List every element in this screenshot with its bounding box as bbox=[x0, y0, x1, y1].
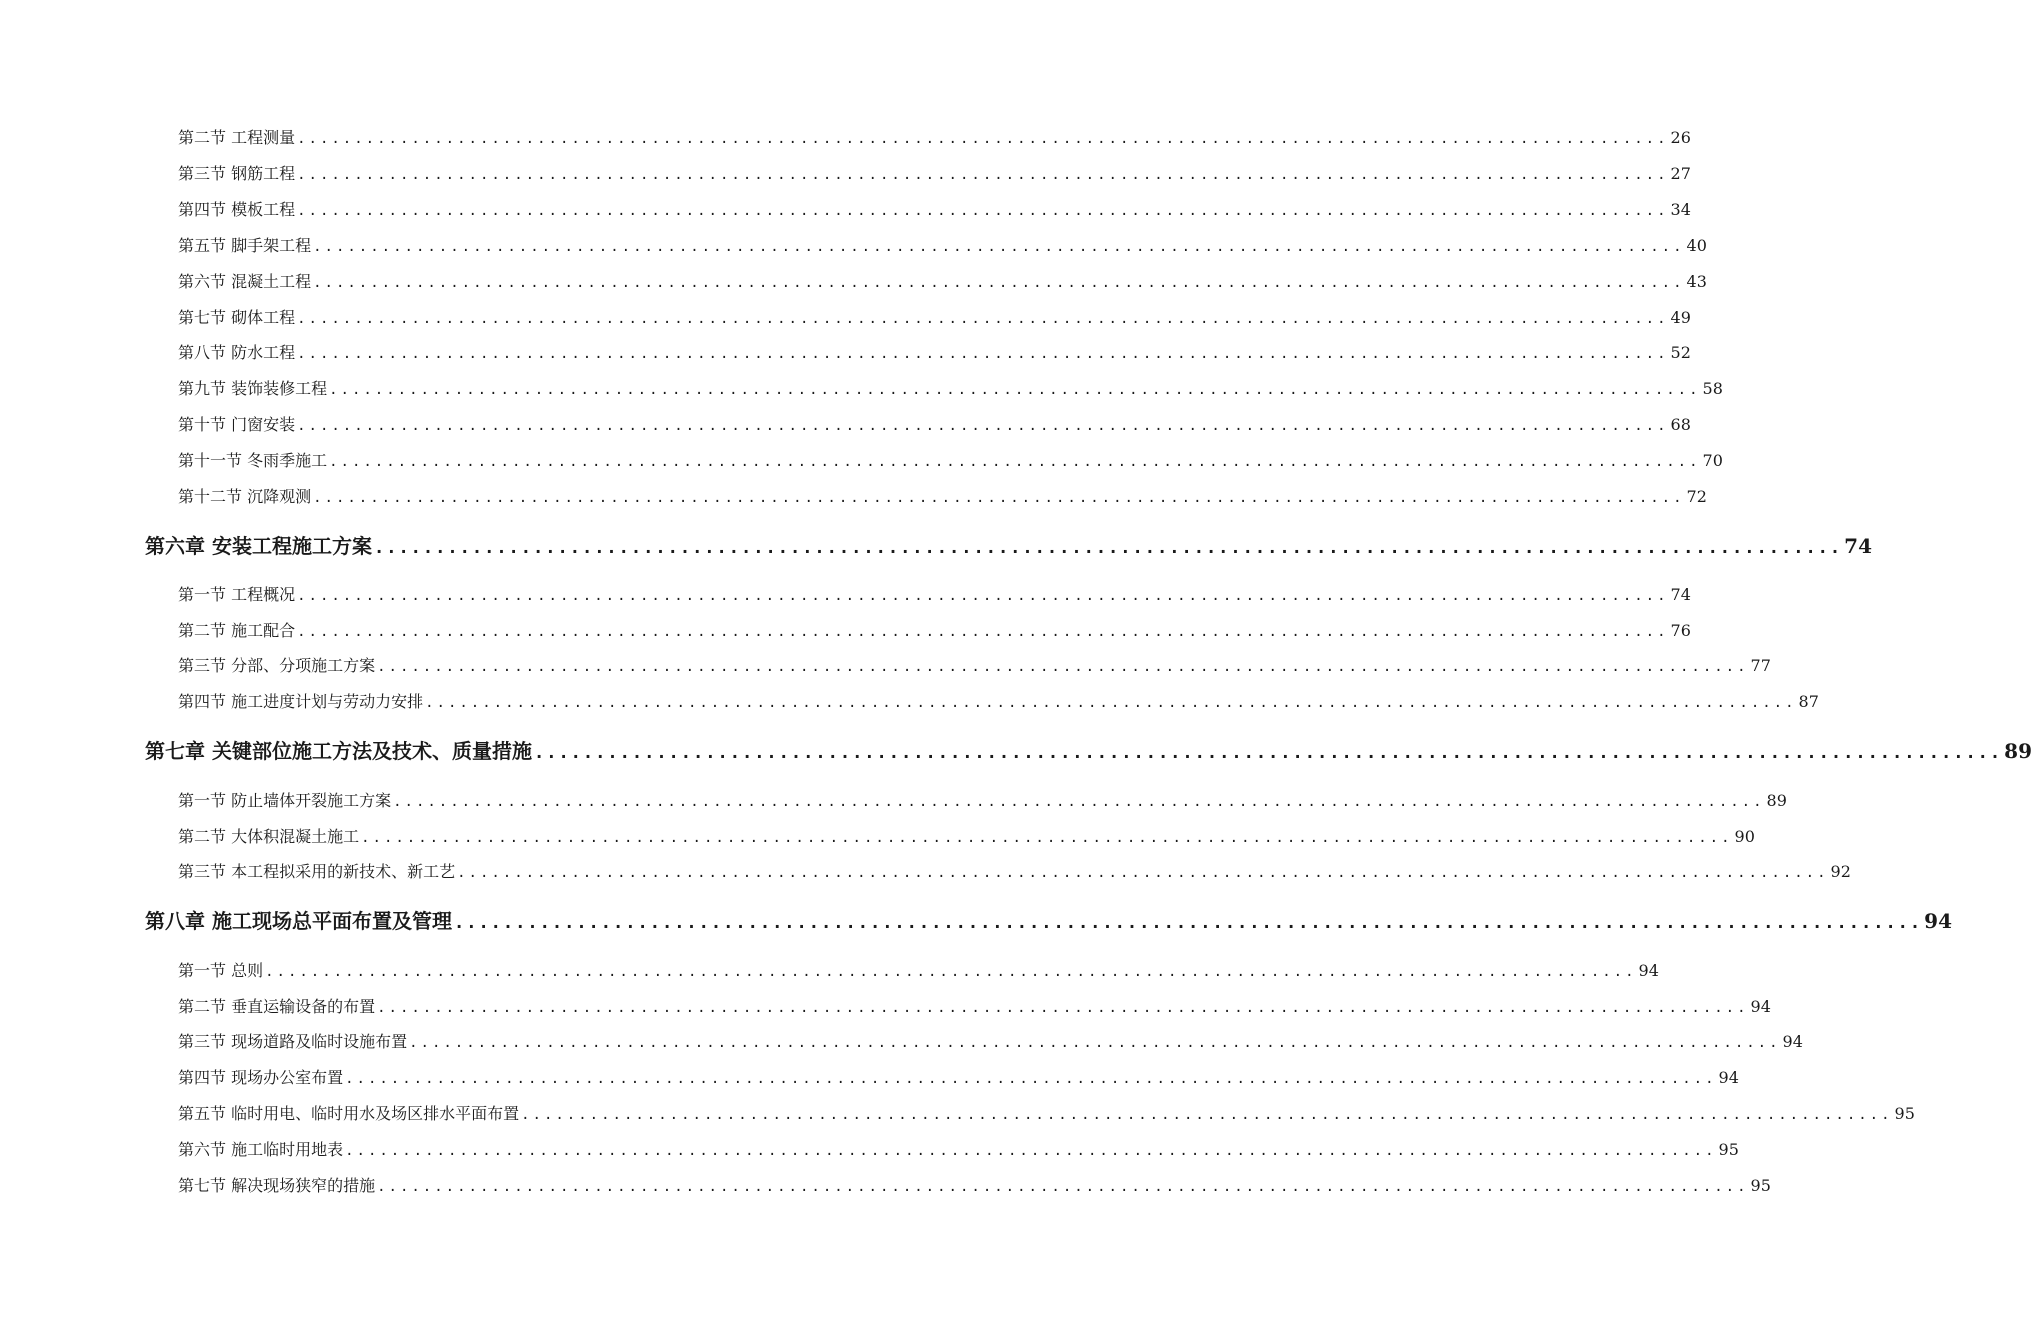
toc-page-number: 90 bbox=[1734, 827, 1755, 846]
toc-page-number: 94 bbox=[1750, 997, 1771, 1016]
toc-section-entry[interactable] bbox=[0, 342, 1691, 364]
toc-entry-title: 第三节 钢筋工程 bbox=[178, 164, 296, 183]
toc-entry-title: 第六节 施工临时用地表 bbox=[178, 1140, 344, 1159]
toc-entry-title: 第十一节 冬雨季施工 bbox=[178, 451, 328, 470]
toc-section-entry[interactable] bbox=[0, 486, 1707, 508]
toc-page-number: 74 bbox=[1844, 534, 1872, 558]
toc-section-entry[interactable] bbox=[0, 307, 1691, 329]
toc-section-entry[interactable] bbox=[0, 1031, 1803, 1053]
toc-page-number: 43 bbox=[1686, 272, 1707, 291]
toc-section-entry[interactable] bbox=[0, 584, 1691, 606]
toc-entry-title: 第六节 混凝土工程 bbox=[178, 272, 312, 291]
dot-leader: ........................................................................................................................ bbox=[297, 311, 1669, 327]
toc-page-number: 49 bbox=[1670, 308, 1691, 327]
toc-section-entry[interactable] bbox=[0, 790, 1787, 812]
toc-chapter-title: 第八章 施工现场总平面布置及管理 bbox=[145, 909, 452, 933]
toc-chapter-entry[interactable] bbox=[0, 907, 1952, 935]
toc-page-number: 87 bbox=[1798, 692, 1819, 711]
toc-entry-title: 第三节 本工程拟采用的新技术、新工艺 bbox=[178, 862, 456, 881]
toc-section-entry[interactable] bbox=[0, 960, 1659, 982]
toc-section-entry[interactable] bbox=[0, 1139, 1739, 1161]
dot-leader: ........................................................................................................................ bbox=[533, 743, 2003, 763]
toc-entry-title: 第三节 分部、分项施工方案 bbox=[178, 656, 376, 675]
toc-page-number: 52 bbox=[1670, 343, 1691, 362]
dot-leader: ........................................................................................................................ bbox=[297, 131, 1669, 147]
toc-page-number: 27 bbox=[1670, 164, 1691, 183]
toc-section-entry[interactable] bbox=[0, 127, 1691, 149]
toc-page-number: 95 bbox=[1894, 1104, 1915, 1123]
toc-entry-title: 第七节 砌体工程 bbox=[178, 308, 296, 327]
toc-entry-title: 第八节 防水工程 bbox=[178, 343, 296, 362]
toc-entry-title: 第五节 临时用电、临时用水及场区排水平面布置 bbox=[178, 1104, 520, 1123]
dot-leader: ........................................................................................................................ bbox=[373, 538, 1843, 558]
toc-section-entry[interactable] bbox=[0, 996, 1771, 1018]
toc-section-entry[interactable] bbox=[0, 199, 1691, 221]
toc-page-number: 92 bbox=[1830, 862, 1851, 881]
dot-leader: ........................................................................................................................ bbox=[297, 588, 1669, 604]
dot-leader: ........................................................................................................................ bbox=[393, 794, 1765, 810]
dot-leader: ........................................................................................................................ bbox=[345, 1071, 1717, 1087]
toc-entry-title: 第三节 现场道路及临时设施布置 bbox=[178, 1032, 408, 1051]
toc-page-number: 72 bbox=[1686, 487, 1707, 506]
toc-page-number: 70 bbox=[1702, 451, 1723, 470]
toc-entry-title: 第二节 大体积混凝土施工 bbox=[178, 827, 360, 846]
toc-page-number: 74 bbox=[1670, 585, 1691, 604]
dot-leader: ........................................................................................................................ bbox=[297, 167, 1669, 183]
toc-section-entry[interactable] bbox=[0, 861, 1851, 883]
toc-section-entry[interactable] bbox=[0, 414, 1691, 436]
toc-section-entry[interactable] bbox=[0, 1175, 1771, 1197]
toc-chapter-entry[interactable] bbox=[0, 532, 1872, 560]
dot-leader: ........................................................................................................................ bbox=[377, 659, 1749, 675]
dot-leader: ........................................................................................................................ bbox=[313, 239, 1685, 255]
toc-page-number: 94 bbox=[1924, 909, 1952, 933]
dot-leader: ........................................................................................................................ bbox=[425, 695, 1797, 711]
toc-page-number: 94 bbox=[1638, 961, 1659, 980]
toc-page-number: 76 bbox=[1670, 621, 1691, 640]
toc-entry-title: 第十二节 沉降观测 bbox=[178, 487, 312, 506]
toc-section-entry[interactable] bbox=[0, 163, 1691, 185]
dot-leader: ........................................................................................................................ bbox=[345, 1143, 1717, 1159]
toc-entry-title: 第四节 现场办公室布置 bbox=[178, 1068, 344, 1087]
dot-leader: ........................................................................................................................ bbox=[265, 964, 1637, 980]
toc-page-number: 95 bbox=[1718, 1140, 1739, 1159]
toc-page-number: 94 bbox=[1718, 1068, 1739, 1087]
dot-leader: ........................................................................................................................ bbox=[297, 203, 1669, 219]
toc-entry-title: 第十节 门窗安装 bbox=[178, 415, 296, 434]
dot-leader: ........................................................................................................................ bbox=[329, 382, 1701, 398]
toc-entry-title: 第四节 施工进度计划与劳动力安排 bbox=[178, 692, 424, 711]
dot-leader: ........................................................................................................................ bbox=[457, 865, 1829, 881]
dot-leader: ........................................................................................................................ bbox=[521, 1107, 1893, 1123]
toc-entry-title: 第五节 脚手架工程 bbox=[178, 236, 312, 255]
toc-entry-title: 第一节 防止墙体开裂施工方案 bbox=[178, 791, 392, 810]
toc-section-entry[interactable] bbox=[0, 691, 1819, 713]
toc-entry-title: 第一节 工程概况 bbox=[178, 585, 296, 604]
toc-entry-title: 第四节 模板工程 bbox=[178, 200, 296, 219]
dot-leader: ........................................................................................................................ bbox=[297, 418, 1669, 434]
dot-leader: ........................................................................................................................ bbox=[453, 913, 1923, 933]
toc-entry-title: 第九节 装饰装修工程 bbox=[178, 379, 328, 398]
toc-page-number: 40 bbox=[1686, 236, 1707, 255]
toc-page-number: 95 bbox=[1750, 1176, 1771, 1195]
toc-page-number: 58 bbox=[1702, 379, 1723, 398]
toc-page-number: 89 bbox=[2004, 739, 2032, 763]
toc-page-number: 94 bbox=[1782, 1032, 1803, 1051]
dot-leader: ........................................................................................................................ bbox=[361, 830, 1733, 846]
toc-section-entry[interactable] bbox=[0, 1103, 1915, 1125]
toc-entry-title: 第七节 解决现场狭窄的措施 bbox=[178, 1176, 376, 1195]
toc-entry-title: 第二节 工程测量 bbox=[178, 128, 296, 147]
toc-chapter-title: 第六章 安装工程施工方案 bbox=[145, 534, 372, 558]
toc-section-entry[interactable] bbox=[0, 1067, 1739, 1089]
toc-section-entry[interactable] bbox=[0, 620, 1691, 642]
toc-page-number: 89 bbox=[1766, 791, 1787, 810]
toc-page-number: 26 bbox=[1670, 128, 1691, 147]
toc-entry-title: 第二节 施工配合 bbox=[178, 621, 296, 640]
toc-chapter-title: 第七章 关键部位施工方法及技术、质量措施 bbox=[145, 739, 532, 763]
dot-leader: ........................................................................................................................ bbox=[297, 624, 1669, 640]
dot-leader: ........................................................................................................................ bbox=[313, 275, 1685, 291]
toc-chapter-entry[interactable] bbox=[0, 737, 2032, 765]
dot-leader: ........................................................................................................................ bbox=[297, 346, 1669, 362]
dot-leader: ........................................................................................................................ bbox=[377, 1000, 1749, 1016]
toc-page-number: 68 bbox=[1670, 415, 1691, 434]
toc-section-entry[interactable] bbox=[0, 235, 1707, 257]
dot-leader: ........................................................................................................................ bbox=[329, 454, 1701, 470]
dot-leader: ........................................................................................................................ bbox=[409, 1035, 1781, 1051]
toc-entry-title: 第一节 总则 bbox=[178, 961, 264, 980]
toc-section-entry[interactable] bbox=[0, 378, 1723, 400]
toc-page-number: 34 bbox=[1670, 200, 1691, 219]
toc-entry-title: 第二节 垂直运输设备的布置 bbox=[178, 997, 376, 1016]
toc-section-entry[interactable] bbox=[0, 450, 1723, 472]
toc-section-entry[interactable] bbox=[0, 271, 1707, 293]
toc-section-entry[interactable] bbox=[0, 826, 1755, 848]
toc-page-number: 77 bbox=[1750, 656, 1771, 675]
toc-section-entry[interactable] bbox=[0, 655, 1771, 677]
dot-leader: ........................................................................................................................ bbox=[313, 490, 1685, 506]
dot-leader: ........................................................................................................................ bbox=[377, 1179, 1749, 1195]
